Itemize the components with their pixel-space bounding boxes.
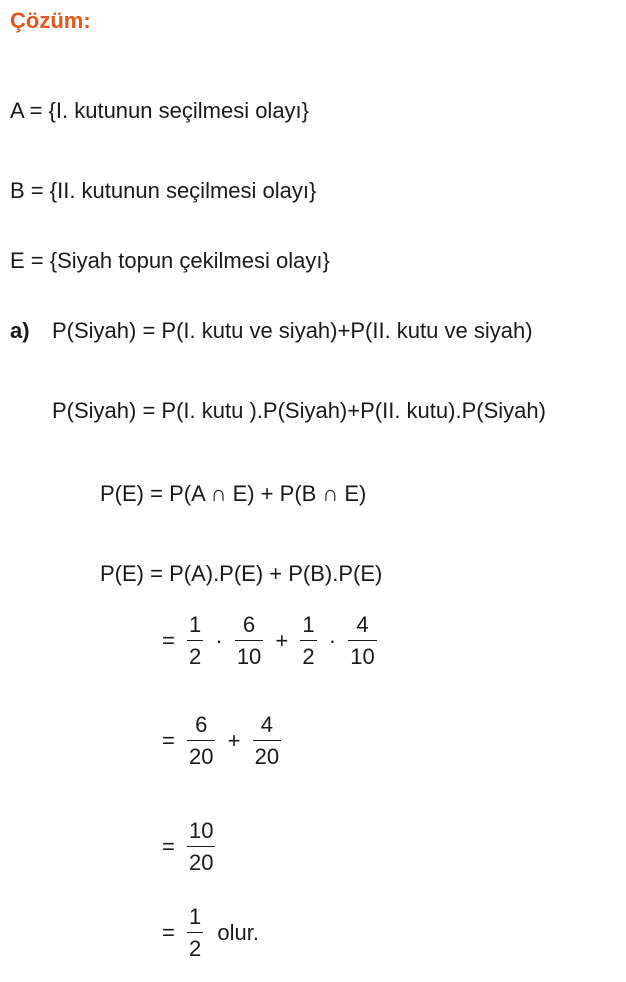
denominator: 2 bbox=[188, 644, 202, 670]
fraction bbox=[187, 712, 215, 770]
dot-operator: · bbox=[215, 627, 223, 653]
numerator: 1 bbox=[188, 904, 202, 929]
part-a-label: a) bbox=[10, 318, 30, 343]
fraction-bar bbox=[187, 846, 215, 847]
plus-sign: + bbox=[275, 627, 289, 653]
fraction-bar bbox=[348, 640, 376, 641]
step-1 bbox=[160, 612, 381, 670]
numerator: 1 bbox=[188, 612, 202, 637]
denominator: 20 bbox=[254, 744, 280, 770]
denominator: 10 bbox=[350, 644, 375, 670]
numerator: 6 bbox=[242, 612, 256, 637]
fraction bbox=[187, 904, 203, 962]
fraction bbox=[187, 612, 203, 670]
numerator: 10 bbox=[188, 818, 214, 843]
denominator: 20 bbox=[188, 850, 214, 876]
dot-operator: · bbox=[328, 627, 337, 653]
fraction-bar bbox=[253, 740, 281, 741]
equals-sign: = bbox=[162, 627, 175, 653]
denominator: 2 bbox=[302, 644, 315, 670]
fraction-bar bbox=[187, 640, 203, 641]
numerator: 6 bbox=[195, 712, 208, 737]
solution-heading: Çözüm: bbox=[10, 8, 91, 33]
numerator: 4 bbox=[356, 612, 369, 637]
equation-line-3: P(E) = P(A ∩ E) + P(B ∩ E) bbox=[100, 481, 367, 506]
equals-sign: = bbox=[162, 919, 175, 945]
step-3 bbox=[160, 818, 219, 876]
definition-e: E = {Siyah topun çekilmesi olayı} bbox=[10, 248, 330, 273]
definition-b: B = {II. kutunun seçilmesi olayı} bbox=[10, 178, 317, 203]
fraction bbox=[187, 818, 215, 876]
fraction-bar bbox=[235, 640, 263, 641]
numerator: 1 bbox=[302, 612, 315, 637]
result-suffix: olur. bbox=[217, 919, 259, 945]
denominator: 20 bbox=[188, 744, 214, 770]
fraction-bar bbox=[300, 640, 316, 641]
fraction bbox=[253, 712, 281, 770]
fraction bbox=[300, 612, 316, 670]
numerator: 4 bbox=[260, 712, 273, 737]
step-2 bbox=[160, 712, 285, 770]
plus-sign: + bbox=[227, 727, 241, 753]
denominator: 2 bbox=[188, 936, 202, 962]
fraction bbox=[348, 612, 376, 670]
fraction bbox=[235, 612, 263, 670]
denominator: 10 bbox=[236, 644, 262, 670]
equation-line-4: P(E) = P(A).P(E) + P(B).P(E) bbox=[100, 561, 383, 586]
equals-sign: = bbox=[162, 727, 175, 753]
definition-a: A = {I. kutunun seçilmesi olayı} bbox=[10, 98, 310, 123]
equals-sign: = bbox=[162, 833, 175, 859]
equation-line-2: P(Siyah) = P(I. kutu ).P(Siyah)+P(II. kutu).P(Siyah) bbox=[52, 398, 546, 423]
equation-line-1: P(Siyah) = P(I. kutu ve siyah)+P(II. kutu ve siyah) bbox=[52, 318, 533, 343]
fraction-bar bbox=[187, 932, 203, 933]
fraction-bar bbox=[187, 740, 215, 741]
step-4 bbox=[160, 904, 259, 962]
